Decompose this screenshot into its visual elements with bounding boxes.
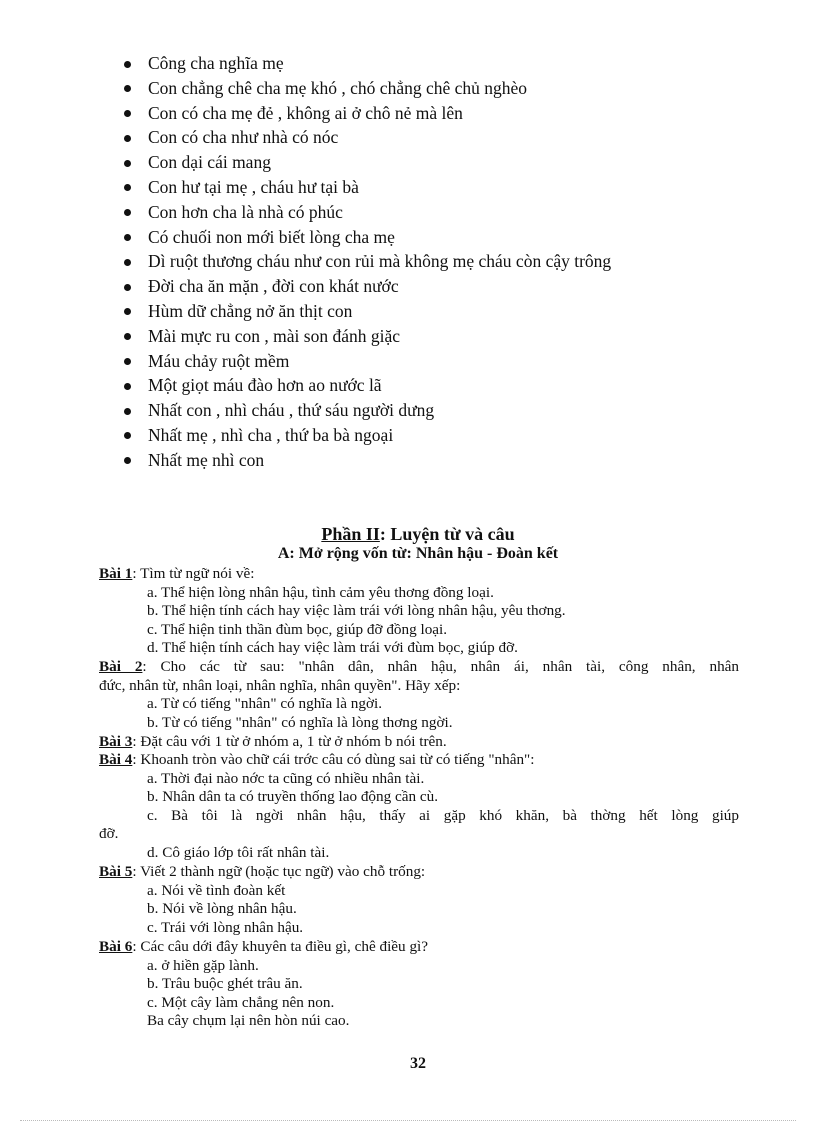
exercise-item: c. Bà tôi là ngời nhân hậu, thấy ai gặp khó khăn, bà thờng hết lòng giúp xyxy=(147,806,739,824)
exercise-item-continued: đỡ. xyxy=(99,825,119,843)
list-item: Công cha nghĩa mẹ xyxy=(122,51,782,76)
bullet-icon xyxy=(124,308,131,315)
part-label: Phần II xyxy=(321,524,380,544)
section-subtitle: A: Mở rộng vốn từ: Nhân hậu - Đoàn kết xyxy=(277,545,559,562)
list-item: Con có cha như nhà có nóc xyxy=(122,125,782,150)
list-item: Nhất mẹ , nhì cha , thứ ba bà ngoại xyxy=(122,423,782,448)
exercise-item: a. ở hiền gặp lành. xyxy=(147,956,259,974)
list-item: Máu chảy ruột mềm xyxy=(122,349,782,374)
part-title: : Luyện từ và câu xyxy=(379,524,515,544)
exercise-label: Bài 6 xyxy=(99,938,133,955)
exercise-item: c. Thể hiện tinh thần đùm bọc, giúp đỡ đồng loại. xyxy=(147,620,448,638)
bullet-icon xyxy=(124,234,131,241)
exercise-item: c. Một cây làm chẳng nên non. xyxy=(147,993,335,1011)
exercise-prompt: Bài 1: Tìm từ ngữ nói về: xyxy=(99,565,255,582)
exercise-item: a. Thể hiện lòng nhân hậu, tình cảm yêu thơng đồng loại. xyxy=(147,583,494,601)
exercise-1 xyxy=(99,565,739,658)
proverb-list xyxy=(122,51,782,473)
exercise-2 xyxy=(99,658,739,732)
bullet-icon xyxy=(124,259,131,266)
exercise-label: Bài 4 xyxy=(99,751,133,768)
section-title xyxy=(0,524,816,545)
exercise-label: Bài 5 xyxy=(99,863,133,880)
bullet-icon xyxy=(124,333,131,340)
exercise-6 xyxy=(99,938,739,1031)
exercise-item: b. Thể hiện tính cách hay việc làm trái với lòng nhân hậu, yêu thơng. xyxy=(147,602,566,620)
exercise-3 xyxy=(99,733,739,752)
list-item: Con hơn cha là nhà có phúc xyxy=(122,200,782,225)
bullet-icon xyxy=(124,209,131,216)
bullet-icon xyxy=(124,85,131,92)
bullet-icon xyxy=(124,432,131,439)
exercise-item: Ba cây chụm lại nên hòn núi cao. xyxy=(147,1012,350,1030)
bullet-icon xyxy=(124,160,131,167)
exercise-item: c. Trái với lòng nhân hậu. xyxy=(147,918,304,936)
list-item: Một giọt máu đào hơn ao nước lã xyxy=(122,373,782,398)
bullet-icon xyxy=(124,383,131,390)
list-item: Con hư tại mẹ , cháu hư tại bà xyxy=(122,175,782,200)
list-item: Mài mực ru con , mài son đánh giặc xyxy=(122,324,782,349)
exercise-5 xyxy=(99,863,739,937)
bullet-icon xyxy=(124,284,131,291)
bullet-icon xyxy=(124,184,131,191)
exercise-item: d. Cô giáo lớp tôi rất nhân tài. xyxy=(147,843,330,861)
exercise-item: b. Nhân dân ta có truyền thống lao động cần cù. xyxy=(147,788,439,806)
exercise-4 xyxy=(99,751,739,863)
exercise-prompt: Bài 3: Đặt câu với 1 từ ở nhóm a, 1 từ ở nhóm b nói trên. xyxy=(99,733,447,750)
exercise-prompt: Bài 6: Các câu dới đây khuyên ta điều gì, chê điều gì? xyxy=(99,938,428,955)
bullet-icon xyxy=(124,358,131,365)
exercise-prompt-continued: đức, nhân từ, nhân loại, nhân nghĩa, nhân quyền". Hãy xếp: xyxy=(99,676,461,694)
list-item: Nhất con , nhì cháu , thứ sáu người dưng xyxy=(122,398,782,423)
bullet-icon xyxy=(124,457,131,464)
list-item: Con có cha mẹ đẻ , không ai ở chô nẻ mà lên xyxy=(122,101,782,126)
list-item: Con chẳng chê cha mẹ khó , chó chẳng chê chủ nghèo xyxy=(122,76,782,101)
exercise-prompt: Bài 4: Khoanh tròn vào chữ cái trớc câu có dùng sai từ có tiếng "nhân": xyxy=(99,751,535,768)
exercise-item: a. Nói về tình đoàn kết xyxy=(147,881,286,899)
exercise-item: b. Trâu buộc ghét trâu ăn. xyxy=(147,975,303,993)
exercise-item: b. Nói về lòng nhân hậu. xyxy=(147,900,297,918)
exercise-item: a. Thời đại nào nớc ta cũng có nhiều nhân tài. xyxy=(147,769,425,787)
bullet-icon xyxy=(124,61,131,68)
exercise-item: a. Từ có tiếng "nhân" có nghĩa là ngời. xyxy=(147,695,383,713)
exercise-item: d. Thể hiện tính cách hay việc làm trái với đùm bọc, giúp đỡ. xyxy=(147,639,518,657)
list-item: Hùm dữ chẳng nở ăn thịt con xyxy=(122,299,782,324)
exercise-item: b. Từ có tiếng "nhân" có nghĩa là lòng thơng ngời. xyxy=(147,713,453,731)
bullet-icon xyxy=(124,110,131,117)
list-item: Con dại cái mang xyxy=(122,150,782,175)
list-item: Có chuối non mới biết lòng cha mẹ xyxy=(122,225,782,250)
exercise-label: Bài 3 xyxy=(99,733,133,750)
bullet-icon xyxy=(124,135,131,142)
list-item: Đời cha ăn mặn , đời con khát nước xyxy=(122,274,782,299)
exercise-label: Bài 1 xyxy=(99,565,133,582)
page-number: 32 xyxy=(410,1055,426,1072)
list-item: Nhất mẹ nhì con xyxy=(122,448,782,473)
exercise-prompt: Bài 2: Cho các từ sau: "nhân dân, nhân hậu, nhân ái, nhân tài, công nhân, nhân xyxy=(99,658,739,675)
footer-divider xyxy=(20,1120,796,1121)
list-item: Dì ruột thương cháu như con rủi mà không mẹ cháu còn cậy trông xyxy=(122,249,782,274)
exercise-prompt: Bài 5: Viết 2 thành ngữ (hoặc tục ngữ) vào chỗ trống: xyxy=(99,863,426,880)
exercise-label: Bài 2 xyxy=(99,658,143,675)
bullet-icon xyxy=(124,408,131,415)
